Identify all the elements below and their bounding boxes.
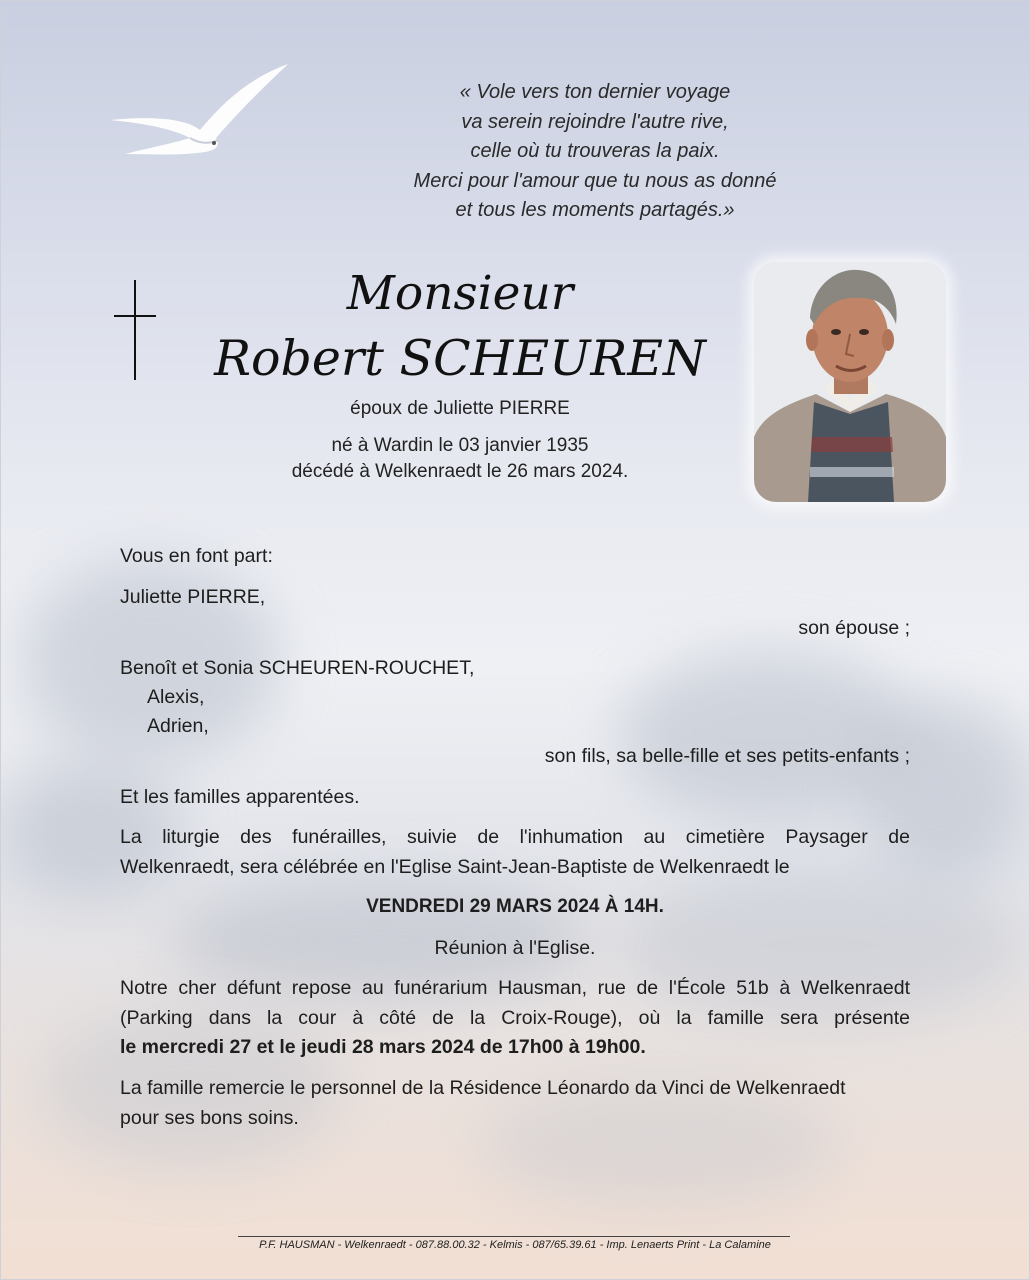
funeral-text-line: Welkenraedt, sera célébrée en l'Eglise Saint-Jean-Baptiste de Welkenraedt le: [120, 856, 790, 878]
son-family: Benoît et Sonia SCHEUREN-ROUCHET,: [120, 657, 475, 679]
death-line: décédé à Welkenraedt le 26 mars 2024.: [291, 461, 629, 482]
quote-line: Merci pour l'amour que tu nous as donné: [413, 169, 777, 192]
memorial-quote: [300, 78, 890, 226]
visitation-text-line: Notre cher défunt repose au funérarium Hausman, rue de l'École 51b à Welkenraedt: [120, 977, 910, 999]
quote-line: « Vole vers ton dernier voyage: [459, 81, 731, 103]
meeting-line: Réunion à l'Eglise.: [434, 937, 596, 959]
families-line: Et les familles apparentées.: [120, 786, 360, 808]
honorific-title: Monsieur: [346, 266, 574, 321]
grandchild-name: Adrien,: [147, 715, 209, 737]
spouse-name: Juliette PIERRE,: [120, 586, 266, 608]
quote-line: et tous les moments partagés.»: [455, 199, 735, 221]
footer-divider: [238, 1236, 790, 1237]
spouse-line: époux de Juliette PIERRE: [350, 398, 570, 419]
spouse-relation: son épouse ;: [798, 617, 910, 639]
thanks-line: La famille remercie le personnel de la Résidence Léonardo da Vinci de Welkenraedt: [120, 1077, 846, 1099]
printer-footer: P.F. HAUSMAN - Welkenraedt - 087.88.00.32 - Kelmis - 087/65.39.61 - Imp. Lenaerts Print - La Calamine: [259, 1239, 771, 1251]
quote-line: va serein rejoindre l'autre rive,: [461, 110, 729, 133]
funeral-date: VENDREDI 29 MARS 2024 À 14H.: [366, 896, 664, 917]
cross-icon: [112, 280, 158, 380]
visitation-text-line: (Parking dans la cour à côté de la Croix-Rouge), où la famille sera présente: [120, 1007, 910, 1029]
visitation-hours: le mercredi 27 et le jeudi 28 mars 2024 de 17h00 à 19h00.: [120, 1036, 646, 1058]
deceased-name: Robert SCHEUREN: [214, 330, 706, 387]
seagull-icon: [50, 58, 295, 168]
funeral-text-line: La liturgie des funérailles, suivie de l'inhumation au cimetière Paysager de: [120, 826, 910, 848]
portrait-illustration: [754, 262, 946, 502]
birth-line: né à Wardin le 03 janvier 1935: [331, 435, 589, 456]
portrait-photo: [754, 262, 946, 502]
quote-line: celle où tu trouveras la paix.: [470, 140, 720, 162]
son-relation: son fils, sa belle-fille et ses petits-enfants ;: [544, 745, 910, 767]
grandchild-name: Alexis,: [147, 686, 205, 708]
intro-line: Vous en font part:: [120, 545, 273, 567]
thanks-line: pour ses bons soins.: [120, 1107, 299, 1129]
